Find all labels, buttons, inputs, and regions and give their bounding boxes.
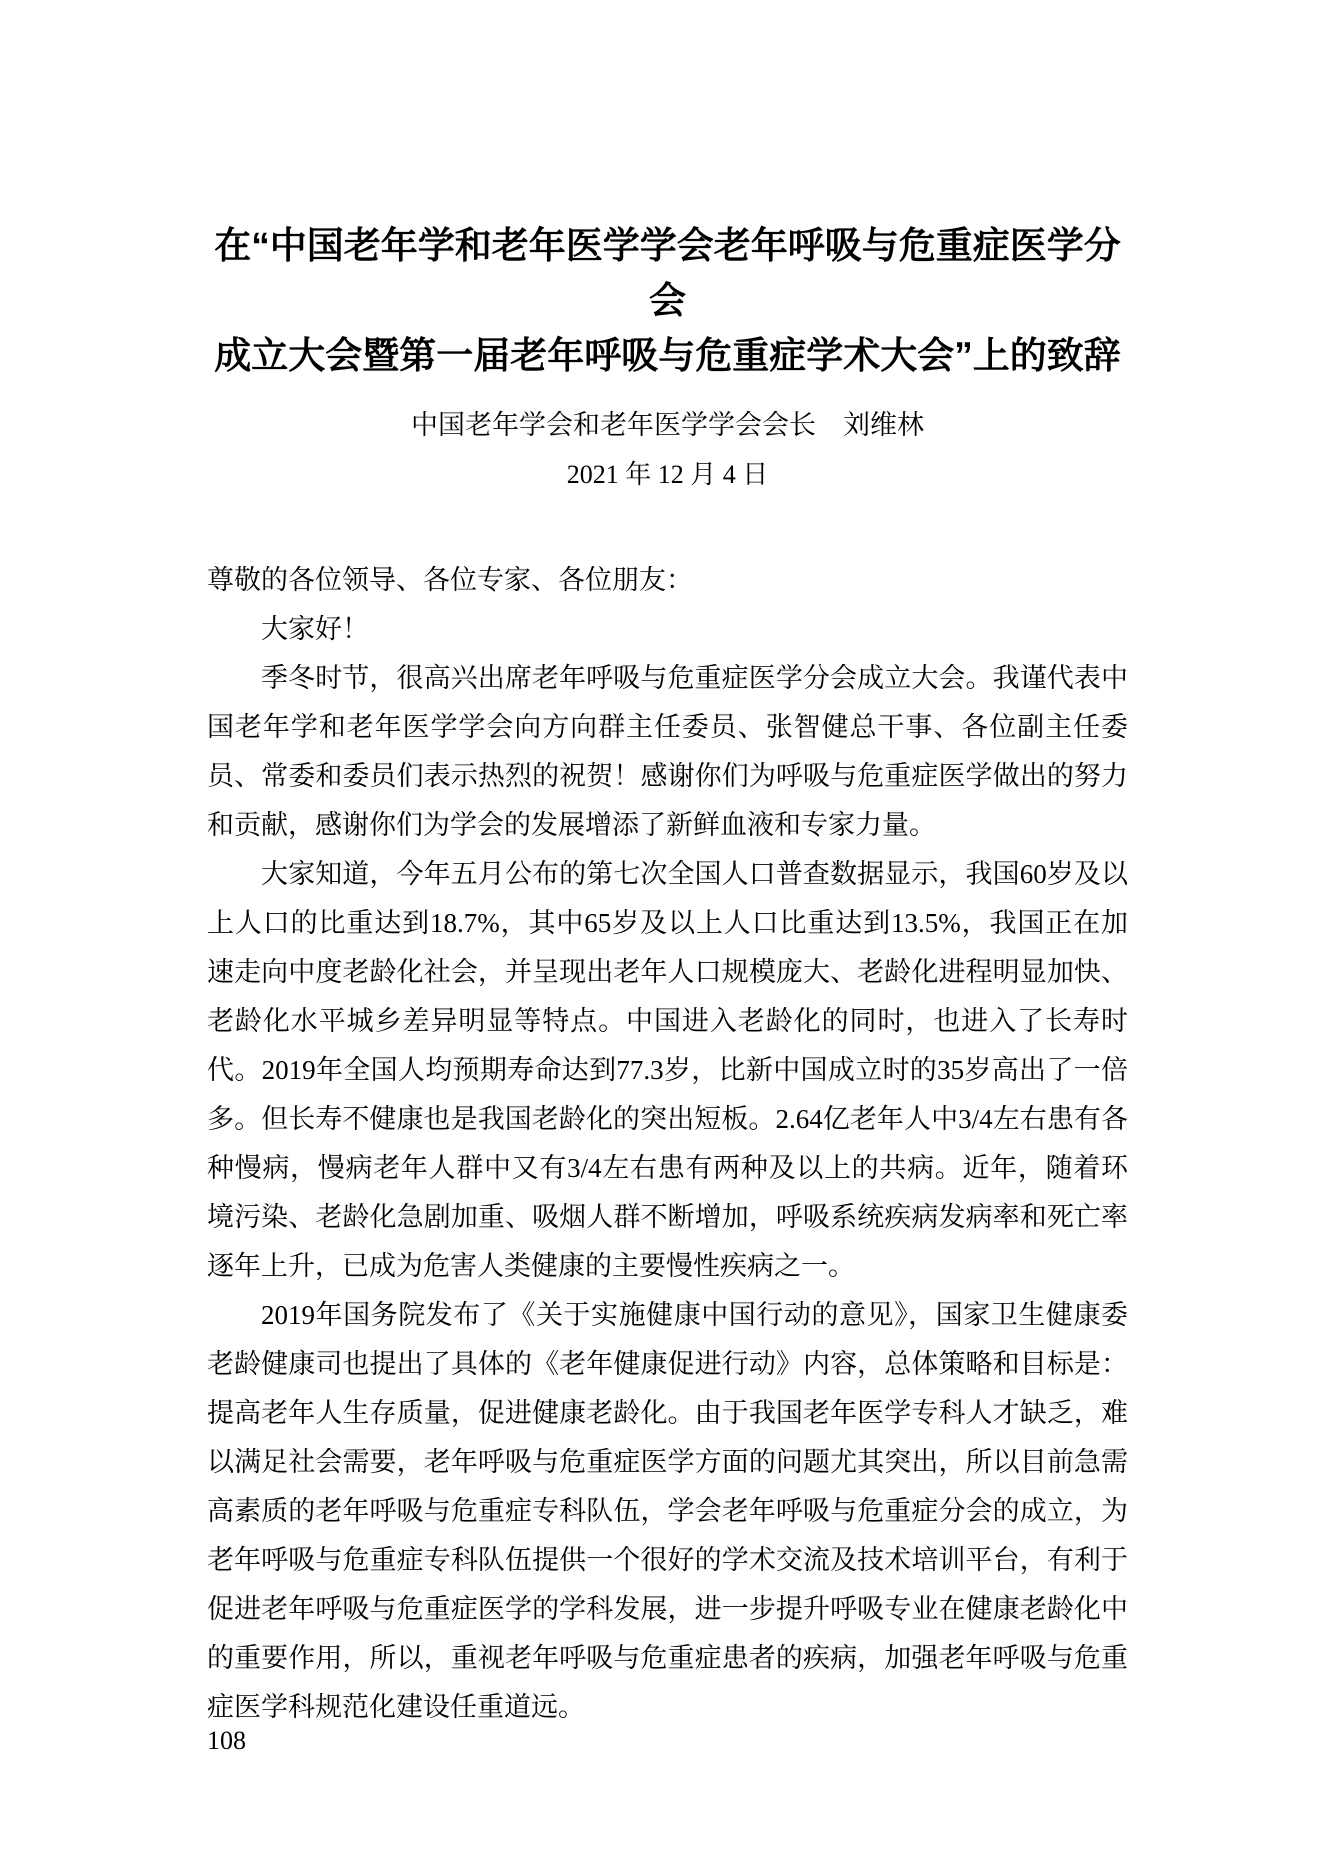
page-content [207,0,1128,1732]
paragraph: 季冬时节，很高兴出席老年呼吸与危重症医学分会成立大会。我谨代表中国老年学和老年医学学会向方向群主任委员、张智健总干事、各位副主任委员、常委和委员们表示热烈的祝贺！感谢你们为呼吸与危重症医学做出的努力和贡献，感谢你们为学会的发展增添了新鲜血液和专家力量。 [207,663,1128,840]
document-body [207,556,1128,1732]
date-line: 2021 年 12 月 4 日 [566,460,769,489]
paragraph: 大家好！ [261,614,369,644]
page-number: 108 [207,1726,246,1755]
document-title [207,218,1128,383]
author-line: 中国老年学会和老年医学学会会长 刘维林 [411,410,924,440]
paragraph: 大家知道，今年五月公布的第七次全国人口普查数据显示，我国60岁及以上人口的比重达到18.7%，其中65岁及以上人口比重达到13.5%，我国正在加速走向中度老龄化社会，并呈现出老年人口规模庞大、老龄化进程明显加快、老龄化水平城乡差异明显等特点。中国进入老龄化的同时，也进入了长寿时代。2019年全国人均预期寿命达到77.3岁，比新中国成立时的35岁高出了一倍多。但长寿不健康也是我国老龄化的突出短板。2.64亿老年人中3/4左右患有各种慢病，慢病老年人群中又有3/4左右患有两种及以上的共病。近年，随着环境污染、老龄化急剧加重、吸烟人群不断增加，呼吸系统疾病发病率和死亡率逐年上升，已成为危害人类健康的主要慢性疾病之一。 [207,859,1128,1281]
paragraph: 尊敬的各位领导、各位专家、各位朋友： [207,565,693,595]
paragraph: 2019年国务院发布了《关于实施健康中国行动的意见》，国家卫生健康委老龄健康司也提出了具体的《老年健康促进行动》内容，总体策略和目标是：提高老年人生存质量，促进健康老龄化。由于我国老年医学专科人才缺乏，难以满足社会需要，老年呼吸与危重症医学方面的问题尤其突出，所以目前急需高素质的老年呼吸与危重症专科队伍，学会老年呼吸与危重症分会的成立，为老年呼吸与危重症专科队伍提供一个很好的学术交流及技术培训平台，有利于促进老年呼吸与危重症医学的学科发展，进一步提升呼吸专业在健康老龄化中的重要作用，所以，重视老年呼吸与危重症患者的疾病，加强老年呼吸与危重症医学科规范化建设任重道远。 [207,1300,1128,1722]
title-line-2: 成立大会暨第一届老年呼吸与危重症学术大会”上的致辞 [214,335,1121,376]
title-line-1: 在“中国老年学和老年医学学会老年呼吸与危重症医学分会 [214,225,1121,321]
